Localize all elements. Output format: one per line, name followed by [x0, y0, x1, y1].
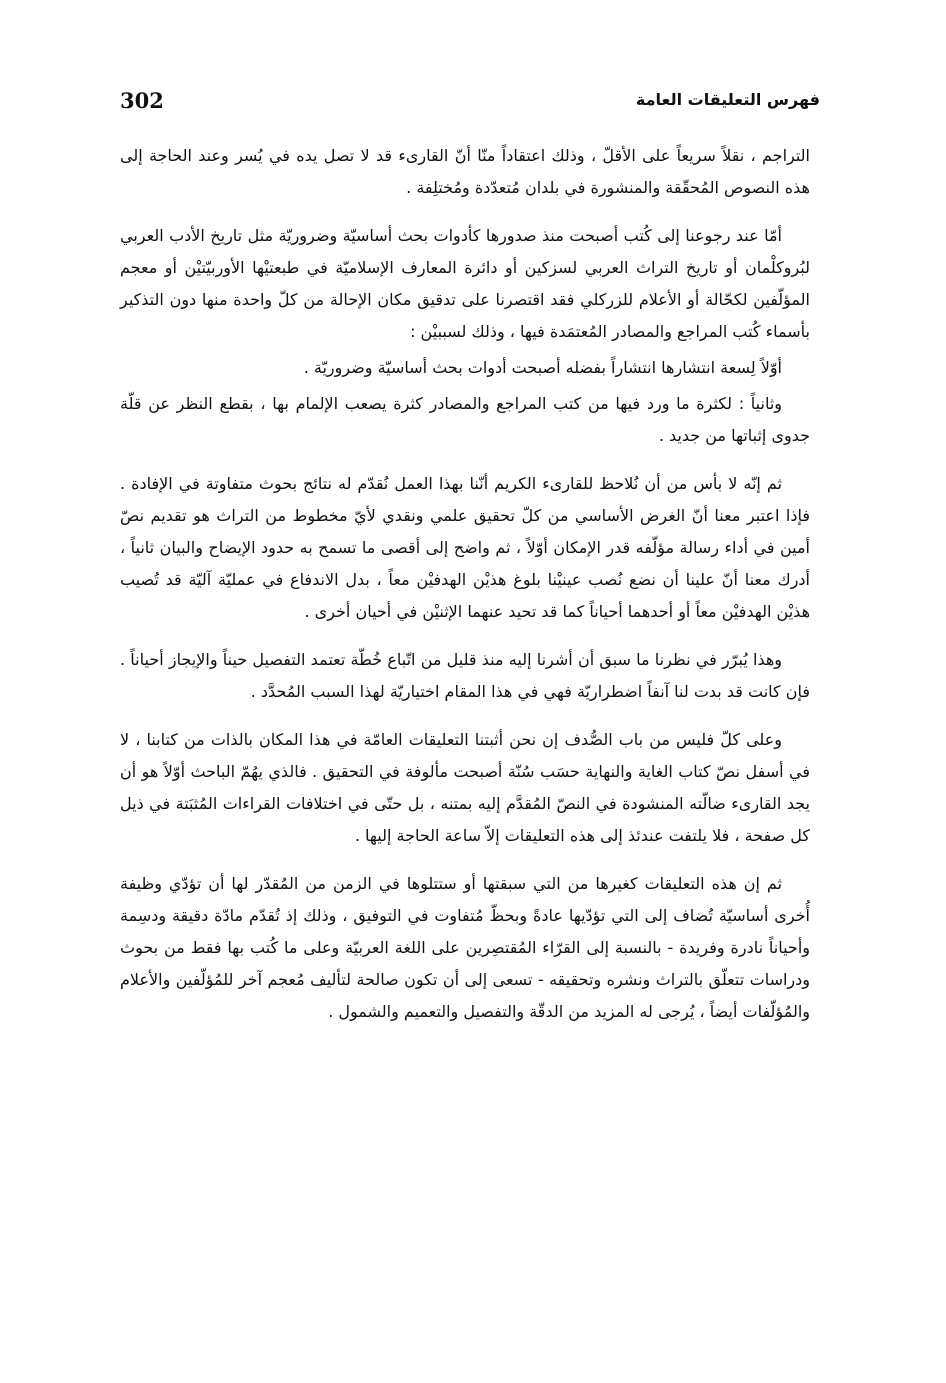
paragraph: أوّلاً لِسعة انتشارها انتشاراً بفضله أصبحت أدوات بحث أساسيّة وضروريّة . [303, 358, 782, 377]
page-number: 302 [120, 88, 164, 113]
paragraph: ثم إن هذه التعليقات كغيرها من التي سبقتها أو ستتلوها في الزمن من المُقدّر لها أن تؤدّي وظيفة أُخرى أساسيّة تُضاف إلى التي تؤدّيها عادةً وبحظّ مُتفاوت في التوفيق ، وذلك إذ تُقدّم مادّة دقيقة ودسِمة وأحياناً نادرة وفريدة - بالنسبة إلى القرّاء المُقتصِرين على اللغة العربيّة وعلى ما كُتب بها فقط من بحوث ودراسات تتعلّق بالتراث ونشره وتحقيقه - تسعى إلى أن تكون صالحة لتأليف مُعجم آخر للمُؤلّفين والأعلام والمُؤلّفات أيضاً ، يُرجى له المزيد من الدقّة والتفصيل والتعميم والشمول . [120, 874, 810, 1021]
running-head: فهرس التعليقات العامة [635, 90, 820, 109]
body-text [120, 140, 810, 1044]
page-header [120, 88, 820, 118]
paragraph: ثم إنّه لا بأس من أن نُلاحظ للقارىء الكريم أنّنا بهذا العمل نُقدّم له نتائج بحوث متفاوتة في الإفادة . فإذا اعتبر معنا أنّ الغرض الأساسي من كلّ تحقيق علمي ونقدي لأيّ مخطوط من التراث هو تقديم نصّ أمين في أداء رسالة مؤلّفه قدر الإمكان أوّلاً ، ثم واضح إلى أقصى ما تسمح به حدود الإيضاح والبيان ثانياً ، أدرك معنا أنّ علينا أن نضع نُصب عينيْنا بلوغ هذيْن الهدفيْن معاً ، بدل الاندفاع في عمليّة آليّة قد تُصيب هذيْن الهدفيْن معاً أو أحدهما أحياناً كما قد تحيد عنهما الإثنيْن في أحيان أخرى . [120, 474, 810, 621]
paragraph: وثانياً : لكثرة ما ورد فيها من كتب المراجع والمصادر كثرة يصعب الإلمام بها ، بقطع النظر عن قلّة جدوى إثباتها من جديد . [120, 394, 810, 445]
paragraph: وهذا يُبرّر في نظرنا ما سبق أن أشرنا إليه منذ قليل من اتّباع خُطّة تعتمد التفصيل حيناً والإيجاز أحياناً . فإن كانت قد بدت لنا آنفاً اضطراريّة فهي في هذا المقام اختياريّة لهذا السبب المُحدَّد . [120, 650, 810, 701]
paragraph: وعلى كلّ فليس من باب الصُّدف إن نحن أثبتنا التعليقات العامّة في هذا المكان بالذات من كتابنا ، لا في أسفل نصّ كتاب الغاية والنهاية حسَب سُنّة أصبحت مألوفة في التحقيق . فالذي يهُمّ الباحث أوّلاً هو أن يجد القارىء ضالّته المنشودة في النصّ المُقدَّم إليه بمتنه ، بل حتّى في اختلافات القراءات المُثبَتة في ذيل كل صفحة ، فلا يلتفت عندئذ إلى هذه التعليقات إلاّ ساعة الحاجة إليها . [120, 730, 810, 845]
paragraph: التراجم ، نقلاً سريعاً على الأقلّ ، وذلك اعتقاداً منّا أنّ القارىء قد لا تصل يده في يُسر وعند الحاجة إلى هذه النصوص المُحقّقة والمنشورة في بلدان مُتعدّدة ومُختلِفة . [120, 146, 810, 197]
paragraph: أمّا عند رجوعنا إلى كُتب أصبحت منذ صدورها كأدوات بحث أساسيّة وضروريّة مثل تاريخ الأدب العربي لبُروكلْمان أو تاريخ التراث العربي لسزكين أو دائرة المعارف الإسلاميّة في طبعتيْها الأوربيّتيْن أو معجم المؤلّفين لكحّالة أو الأعلام للزركلي فقد اقتصرنا على تدقيق مكان الإحالة من كلّ واحدة منها دون التذكير بأسماء كُتب المراجع والمصادر المُعتمَدة فيها ، وذلك لسببيْن : [120, 226, 810, 341]
